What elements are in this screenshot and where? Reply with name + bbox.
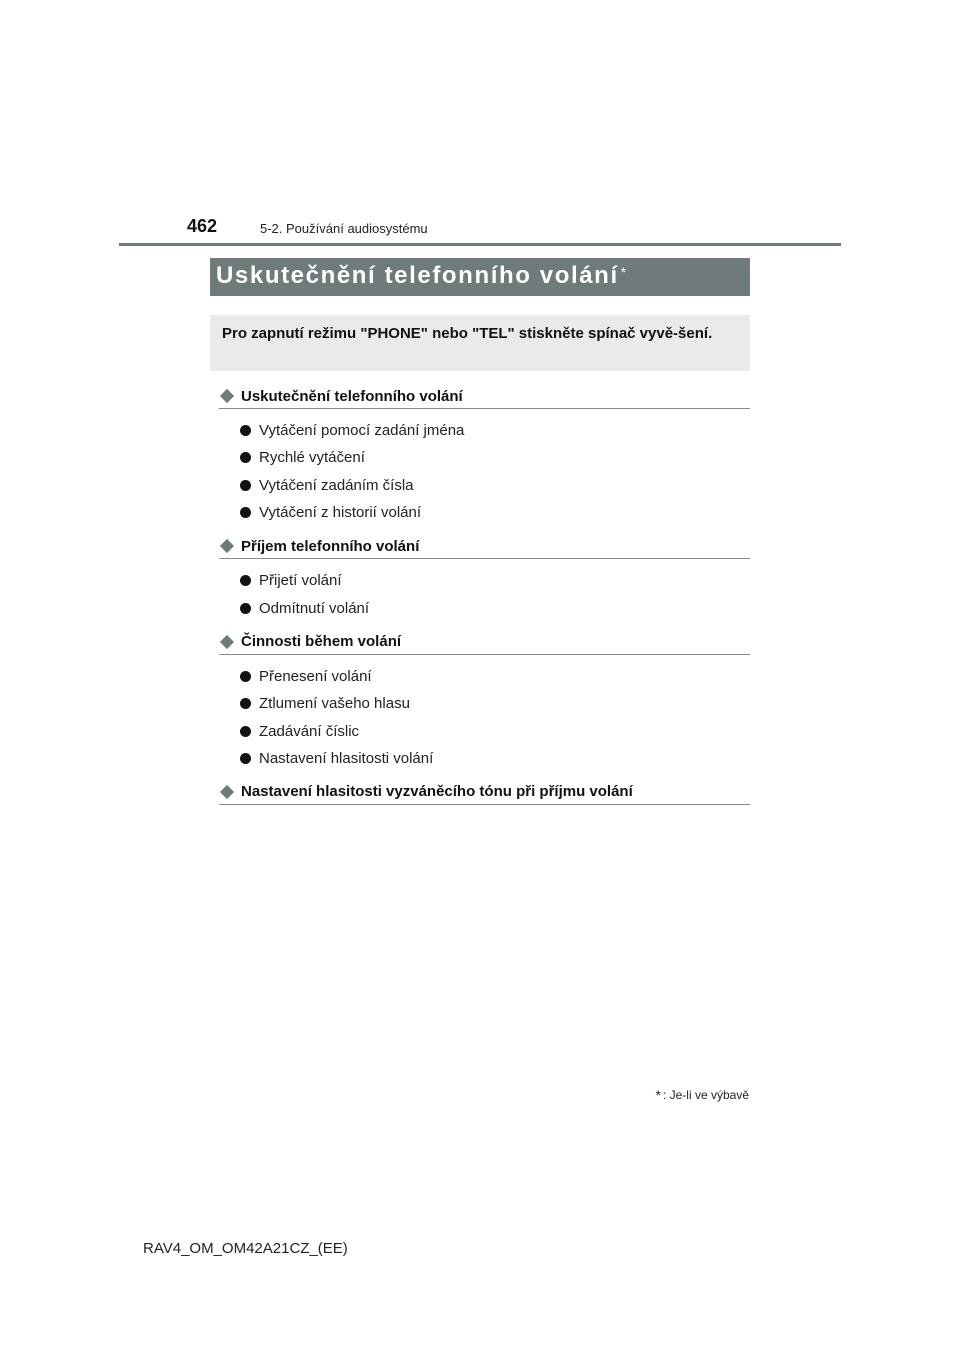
bullet-list bbox=[219, 567, 750, 622]
list-item bbox=[240, 717, 750, 744]
bullet-icon bbox=[240, 425, 251, 436]
list-item bbox=[240, 663, 750, 690]
section-group bbox=[219, 534, 750, 622]
list-item-text: Ztlumení vašeho hlasu bbox=[259, 695, 410, 713]
optional-equipment-marker: * bbox=[620, 264, 627, 280]
section-group bbox=[219, 384, 750, 526]
section-group bbox=[219, 780, 750, 805]
list-item bbox=[240, 444, 750, 471]
section-breadcrumb: 5-2. Používání audiosystému bbox=[260, 221, 428, 236]
section-group bbox=[219, 630, 750, 772]
list-item-text: Přenesení volání bbox=[259, 667, 372, 685]
section-heading-text: Nastavení hlasitosti vyzváněcího tónu při příjmu volání bbox=[241, 783, 633, 801]
bullet-icon bbox=[240, 726, 251, 737]
footnote bbox=[656, 1087, 750, 1103]
title-bar bbox=[210, 258, 750, 296]
header-rule bbox=[119, 243, 841, 246]
content bbox=[219, 384, 750, 813]
section-heading-text: Uskutečnění telefonního volání bbox=[241, 387, 463, 405]
list-item-text: Odmítnutí volání bbox=[259, 599, 370, 617]
bullet-icon bbox=[240, 671, 251, 682]
bullet-icon bbox=[240, 698, 251, 709]
bullet-icon bbox=[240, 480, 251, 491]
list-item bbox=[240, 472, 750, 499]
list-item-text: Nastavení hlasitosti volání bbox=[259, 749, 434, 767]
section-heading bbox=[219, 534, 750, 559]
list-item-text: Rychlé vytáčení bbox=[259, 449, 365, 467]
bullet-icon bbox=[240, 753, 251, 764]
bullet-icon bbox=[240, 507, 251, 518]
section-heading bbox=[219, 780, 750, 805]
diamond-icon bbox=[220, 635, 234, 649]
list-item-text: Vytáčení z historií volání bbox=[259, 504, 422, 522]
list-item bbox=[240, 417, 750, 444]
section-heading-text: Příjem telefonního volání bbox=[241, 537, 420, 555]
list-item bbox=[240, 745, 750, 772]
bullet-icon bbox=[240, 452, 251, 463]
asterisk-icon: * bbox=[655, 1087, 661, 1103]
intro-box bbox=[210, 315, 750, 371]
section-heading-text: Činnosti během volání bbox=[241, 633, 402, 651]
bullet-icon bbox=[240, 575, 251, 586]
intro-text: Pro zapnutí režimu "PHONE" nebo "TEL" stiskněte spínač vyvě-šení. bbox=[222, 325, 713, 342]
diamond-icon bbox=[220, 785, 234, 799]
section-heading bbox=[219, 384, 750, 409]
list-item bbox=[240, 594, 750, 621]
document-code: RAV4_OM_OM42A21CZ_(EE) bbox=[143, 1240, 348, 1257]
section-heading bbox=[219, 630, 750, 655]
list-item bbox=[240, 690, 750, 717]
diamond-icon bbox=[220, 539, 234, 553]
list-item-text: Vytáčení zadáním čísla bbox=[259, 476, 414, 494]
list-item-text: Přijetí volání bbox=[259, 572, 342, 590]
list-item-text: Zadávání číslic bbox=[259, 722, 360, 740]
list-item-text: Vytáčení pomocí zadání jména bbox=[259, 422, 465, 440]
list-item bbox=[240, 499, 750, 526]
page-number: 462 bbox=[187, 216, 218, 236]
list-item bbox=[240, 567, 750, 594]
page-title: Uskutečnění telefonního volání bbox=[216, 262, 619, 289]
bullet-list bbox=[219, 663, 750, 772]
footnote-text: : Je-li ve výbavě bbox=[662, 1088, 749, 1102]
bullet-icon bbox=[240, 603, 251, 614]
bullet-list bbox=[219, 417, 750, 526]
diamond-icon bbox=[220, 389, 234, 403]
